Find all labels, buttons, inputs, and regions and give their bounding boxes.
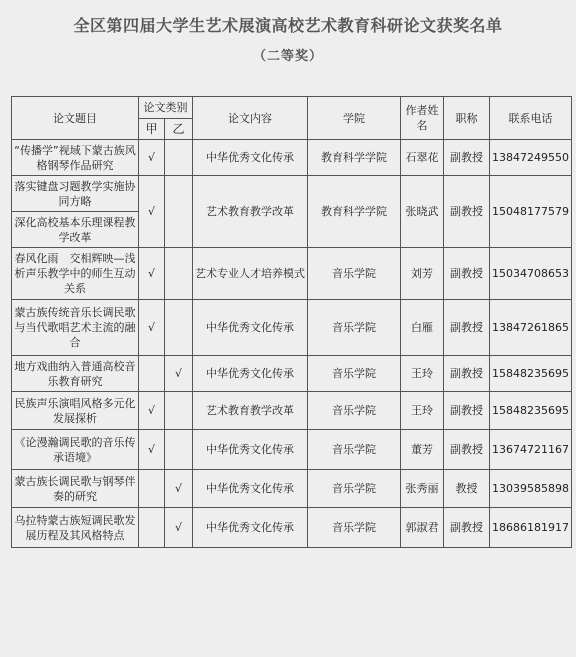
cell-type-b: √ [165,470,193,508]
cell-type-a: √ [139,248,165,300]
header-school: 学院 [308,97,401,140]
cell-topic: 春风化雨 交相辉映—浅析声乐教学中的师生互动关系 [12,248,139,300]
cell-author: 郭淑君 [401,508,444,548]
cell-content: 中华优秀文化传承 [193,300,308,356]
cell-topic: 乌拉特蒙古族短调民歌发展历程及其风格特点 [12,508,139,548]
table-row [12,176,572,212]
cell-topic: 蒙古族传统音乐长调民歌与当代歌唱艺术主流的融合 [12,300,139,356]
cell-content: 中华优秀文化传承 [193,430,308,470]
page-title: 全区第四届大学生艺术展演高校艺术教育科研论文获奖名单 [73,16,503,35]
cell-school: 音乐学院 [308,430,401,470]
cell-phone: 13847249550 [490,140,572,176]
cell-type-a: √ [139,392,165,430]
header-type-a: 甲 [139,119,165,140]
cell-content: 中华优秀文化传承 [193,470,308,508]
cell-phone: 15034708653 [490,248,572,300]
cell-type-b [165,248,193,300]
cell-author: 石翠花 [401,140,444,176]
table-row [12,470,572,508]
cell-content: 艺术教育教学改革 [193,176,308,248]
cell-type-a: √ [139,430,165,470]
cell-content: 艺术教育教学改革 [193,392,308,430]
cell-content: 中华优秀文化传承 [193,140,308,176]
table-row [12,430,572,470]
cell-phone: 18686181917 [490,508,572,548]
cell-type-a: √ [139,176,165,248]
cell-topic: 《论漫瀚调民歌的音乐传承语境》 [12,430,139,470]
cell-type-a [139,508,165,548]
cell-content: 中华优秀文化传承 [193,356,308,392]
cell-school: 音乐学院 [308,508,401,548]
cell-phone: 13039585898 [490,470,572,508]
cell-rank: 副教授 [444,356,490,392]
table-row [12,248,572,300]
header-rank: 职称 [444,97,490,140]
header-type-b: 乙 [165,119,193,140]
cell-phone: 13674721167 [490,430,572,470]
cell-school: 音乐学院 [308,300,401,356]
table-row [12,140,572,176]
header-topic: 论文题目 [12,97,139,140]
cell-school: 教育科学学院 [308,140,401,176]
cell-school: 音乐学院 [308,356,401,392]
header-type: 论文类别 [139,97,193,119]
cell-phone: 15848235695 [490,392,572,430]
cell-phone: 15048177579 [490,176,572,248]
header-author: 作者姓名 [401,97,444,140]
cell-rank: 教授 [444,470,490,508]
cell-author: 白雁 [401,300,444,356]
cell-author: 张秀丽 [401,470,444,508]
cell-type-b [165,176,193,248]
cell-rank: 副教授 [444,508,490,548]
cell-phone: 15848235695 [490,356,572,392]
cell-type-a: √ [139,140,165,176]
cell-author: 张晓武 [401,176,444,248]
header-row [12,97,572,119]
cell-type-a [139,470,165,508]
cell-topic: 民族声乐演唱风格多元化发展探析 [12,392,139,430]
cell-topic: “传播学”视域下蒙古族风格钢琴作品研究 [12,140,139,176]
cell-type-a [139,356,165,392]
cell-topic: 深化高校基本乐理课程教学改革 [12,212,139,248]
cell-author: 刘芳 [401,248,444,300]
cell-content: 艺术专业人才培养模式 [193,248,308,300]
cell-topic: 蒙古族长调民歌与钢琴伴奏的研究 [12,470,139,508]
cell-school: 音乐学院 [308,470,401,508]
cell-author: 王玲 [401,356,444,392]
cell-type-b: √ [165,356,193,392]
cell-author: 董芳 [401,430,444,470]
cell-author: 王玲 [401,392,444,430]
cell-topic: 落实键盘习题教学实施协同方略 [12,176,139,212]
cell-content: 中华优秀文化传承 [193,508,308,548]
cell-school: 音乐学院 [308,392,401,430]
cell-rank: 副教授 [444,430,490,470]
cell-rank: 副教授 [444,300,490,356]
table-row [12,356,572,392]
cell-type-b [165,430,193,470]
cell-topic: 地方戏曲纳入普通高校音乐教育研究 [12,356,139,392]
header-phone: 联系电话 [490,97,572,140]
cell-school: 音乐学院 [308,248,401,300]
cell-school: 教育科学学院 [308,176,401,248]
cell-phone: 13847261865 [490,300,572,356]
cell-type-b [165,140,193,176]
table-row [12,300,572,356]
cell-rank: 副教授 [444,392,490,430]
cell-type-b [165,392,193,430]
cell-type-b: √ [165,508,193,548]
award-table [11,96,572,548]
table-row [12,392,572,430]
cell-type-b [165,300,193,356]
table-row [12,508,572,548]
header-content: 论文内容 [193,97,308,140]
page-subtitle: （二等奖） [252,49,323,64]
cell-type-a: √ [139,300,165,356]
cell-rank: 副教授 [444,248,490,300]
cell-rank: 副教授 [444,140,490,176]
cell-rank: 副教授 [444,176,490,248]
